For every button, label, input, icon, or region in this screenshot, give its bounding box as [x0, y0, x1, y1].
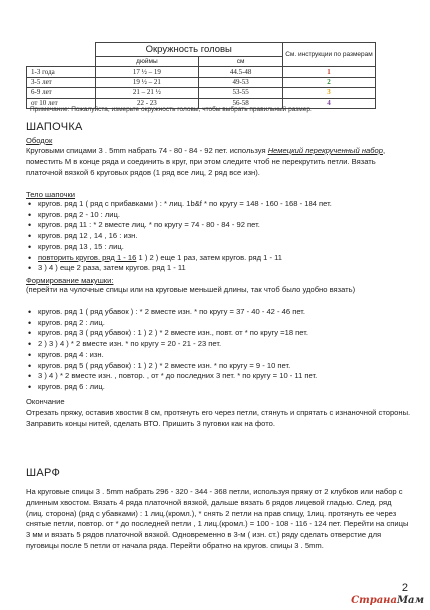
cm-header: см: [199, 57, 283, 67]
table-row: 1-3 года 17 ½ – 19 44.5-48 1: [27, 67, 376, 77]
scarf-title: ШАРФ: [26, 467, 61, 479]
list-item: • кругов. ряд 2 : лиц.: [26, 318, 411, 329]
finish-subtitle: Окончание: [26, 397, 65, 406]
table-row: 6-9 лет 21 – 21 ½ 53-55 3: [27, 88, 376, 98]
list-item: • кругов. ряд 5 ( ряд убавок) : 1 ) 2 ) * 2 вместе изн. * по кругу = 9 - 10 пет.: [26, 361, 411, 372]
size-number: 2: [283, 77, 376, 87]
list-item: • кругов. ряд 13 , 15 : лиц.: [26, 242, 411, 253]
list-item: • кругов. ряд 12 , 14 , 16 : изн.: [26, 231, 411, 242]
list-item: • кругов. ряд 1 ( ряд убавок ) : * 2 вместе изн. * по кругу = 37 - 40 - 42 - 46 пет.: [26, 307, 411, 318]
scarf-paragraph: На круговые спицы 3 . 5mm набрать 296 - 320 - 344 - 368 петли, используя пряжу от 2 клубков или набор с длинным хвостом. Вязать 4 ряда платочной вязкой, дальше вязать 6 рядов лицевой гладью. След. ряд (лиц. сторона) (ряд с убавками) : 1 лиц.(кромл.), * снять 2 петли на прав спицу, 1лиц. протянуть ее через снятые петли, повтор. от * до последней петли , 1 лиц.(кромл.) = 100 - 108 - 116 - 124 пет. Перейти на спицы 3 мм и вязать 5 рядов платочной вязкой. Одновременно в 3-м ( изн. ст.) ряду сделать отверстие для пуговицы после 5 петли от начала ряда. Перейти обратно на кругов. спицы 3 . 5mm.: [26, 487, 409, 550]
head-circumference-header: Окружность головы: [95, 43, 283, 57]
size-instructions-header: См. инструкции по размерам: [283, 43, 376, 67]
finish-paragraph: Отрезать пряжу, оставив хвостик 8 см, протянуть его через петли, стянуть и спрятать с изнаночной стороны. Заправить концы нитей, сделать ВТО. Пришить 3 пуговки как на фото.: [26, 408, 411, 428]
rim-paragraph: Круговыми спицами 3 . 5mm набрать 74 - 80 - 84 - 92 пет. используя Немецкий перекрученный набор, поместить М в конце ряда и соединить в круг, при этом следите чтоб не перекрутить петли. Вязать платочной вязкой 6 круговых рядов (1 ряд все лиц, 2 ряд все изн).: [26, 146, 386, 177]
list-item: • повторить кругов. ряд 1 - 16 1 ) 2 ) еще 1 раз, затем кругов. ряд 1 - 11: [26, 253, 411, 264]
crown-list: [26, 307, 411, 393]
hat-body-list: [26, 199, 411, 274]
list-item-continuation: • 3 ) 4 ) еще 2 раза, затем кругов. ряд 1 - 11: [26, 263, 411, 274]
list-item-continuation: • 2 ) 3 ) 4 ) * 2 вместе изн. * по кругу = 20 - 21 - 23 пет.: [26, 339, 411, 350]
repeat-rows-link: повторить кругов. ряд 1 - 16: [38, 252, 137, 262]
page-number: 2: [401, 582, 408, 594]
list-item-continuation: • 3 ) 4 ) * 2 вместе изн. , повтор. , от * до последних 3 пет. * по кругу = 10 - 11 пет.: [26, 371, 411, 382]
table-row: от 10 лет 22 - 23 56-58 4: [27, 98, 376, 108]
list-item: • кругов. ряд 1 ( ряд с прибавками ) : * лиц. 1b&f * по кругу = 148 - 160 - 168 - 184 пет.: [26, 199, 411, 210]
table-row: 3-5 лет 19 ½ – 21 49-53 2: [27, 77, 376, 87]
list-item: • кругов. ряд 4 : изн.: [26, 350, 411, 361]
watermark-logo: СтранаМам: [351, 595, 424, 606]
rim-subtitle: Ободок: [26, 136, 53, 145]
size-number: 3: [283, 88, 376, 98]
size-number: 1: [283, 67, 376, 77]
size-number: 4: [283, 98, 376, 108]
list-item: • кругов. ряд 2 - 10 : лиц.: [26, 210, 411, 221]
list-item: • кругов. ряд 6 : лиц.: [26, 382, 411, 393]
inches-header: дюймы: [95, 57, 199, 67]
hat-title: ШАПОЧКА: [26, 121, 83, 133]
table-note: Примечание: Пожалуйста, измерьте окружность головы, чтобы выбрать правильный размер.: [30, 106, 312, 113]
list-item: • кругов. ряд 11 : * 2 вместе лиц. * по кругу = 74 - 80 - 84 - 92 пет.: [26, 220, 411, 231]
size-table: [26, 42, 376, 109]
crown-subtitle: Формирование макушки:: [26, 276, 114, 285]
list-item: • кругов. ряд 3 ( ряд убавок) : 1 ) 2 ) * 2 вместе изн., повт. от * по кругу =18 пет.: [26, 328, 411, 339]
crown-intro: (перейти на чулочные спицы или на круговые меньшей длины, так чтоб было удобно вязать): [26, 285, 356, 294]
hat-body-subtitle: Тело шапочки: [26, 190, 76, 199]
